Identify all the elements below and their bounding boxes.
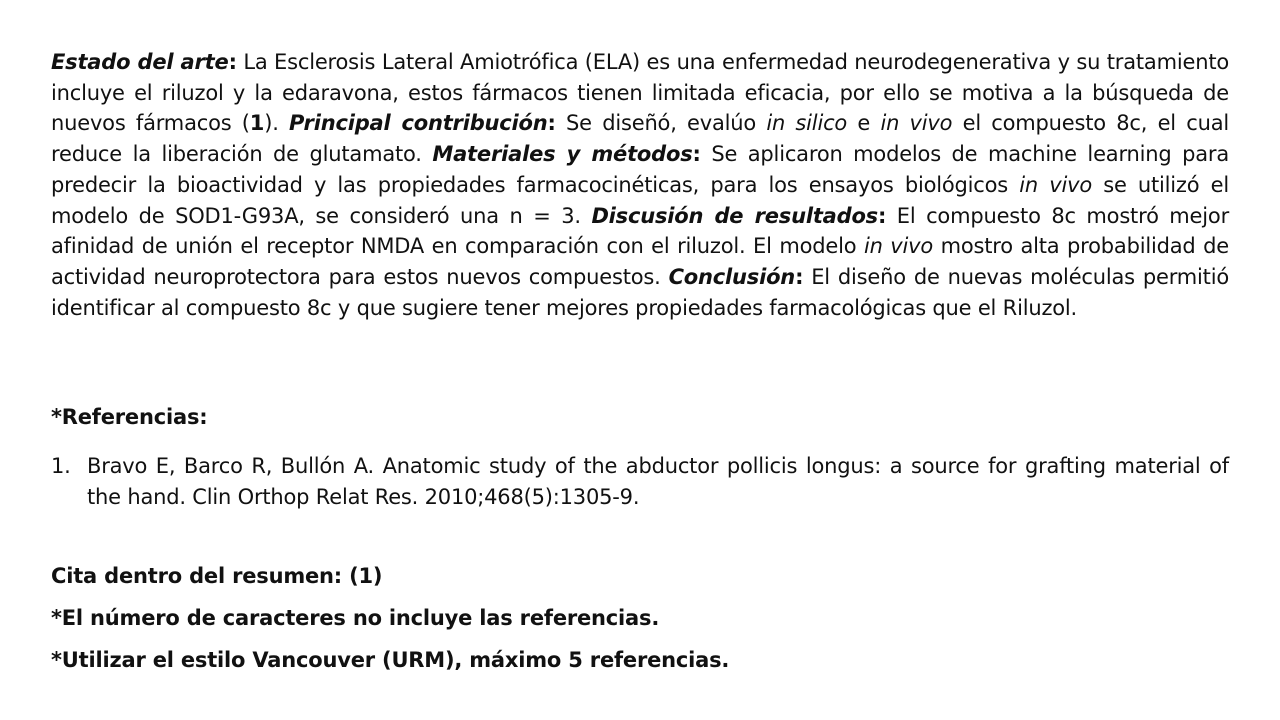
abstract-paragraph — [51, 47, 1229, 323]
contribution-text: Se diseñó, evalúo — [555, 111, 767, 136]
contribution-label: Principal contribución — [289, 111, 548, 136]
discussion-label: Discusión de resultados — [591, 203, 878, 228]
reference-item — [51, 451, 1229, 512]
character-count-note: *El número de caracteres no incluye las referencias. — [51, 606, 660, 630]
references-list — [51, 451, 1229, 512]
conclusion-text: El diseño de nuevas moléculas permitió identificar al compuesto 8c y que sugiere tener mejores propiedades farmacológicas que el Riluzol. — [51, 264, 1229, 320]
discussion-text: mostro alta probabilidad de actividad neuroprotectora para estos nuevos compuestos. — [51, 234, 1229, 289]
state-of-art-text-end: ). — [264, 111, 290, 136]
contribution-text: e — [847, 111, 881, 136]
citation-note: Cita dentro del resumen: (1) — [51, 564, 383, 588]
references-heading: *Referencias: — [51, 405, 208, 429]
contribution-text: el compuesto 8c, el cual reduce la liberación de glutamato. — [51, 111, 1230, 167]
colon: : — [795, 264, 804, 289]
reference-text: Bravo E, Barco R, Bullón A. Anatomic study of the abductor pollicis longus: a source for grafting material of the hand. Clin Orthop Relat Res. 2010;468(5):1305-9. — [87, 454, 1229, 509]
colon: : — [228, 50, 237, 74]
state-of-art-label: Estado del arte — [51, 50, 229, 74]
vancouver-style-note: *Utilizar el estilo Vancouver (URM), máximo 5 referencias. — [51, 648, 730, 672]
reference-number: 1. — [51, 454, 71, 478]
discussion-text: El compuesto 8c mostró mejor afinidad de unión el receptor NMDA en comparación con el riluzol. El modelo — [51, 203, 1229, 259]
methods-label: Materiales y métodos — [432, 142, 693, 167]
in-vivo-term: in vivo — [863, 234, 934, 259]
colon: : — [547, 111, 556, 136]
in-vivo-term: in vivo — [1019, 172, 1092, 197]
colon: : — [692, 142, 701, 167]
in-vivo-term: in vivo — [880, 111, 953, 136]
in-silico-term: in silico — [766, 111, 848, 136]
methods-text: Se aplicaron modelos de machine learning para predecir la bioactividad y las propiedades farmacocinéticas, para los ensayos biológicos — [51, 142, 1229, 197]
citation-number: 1 — [249, 111, 265, 136]
state-of-art-text: La Esclerosis Lateral Amiotrófica (ELA) es una enfermedad neurodegenerativa y su tratamiento incluye el riluzol y la edaravona, estos fármacos tienen limitada eficacia, por ello se motiva a la búsqueda de nuevos fármacos ( — [51, 50, 1229, 136]
colon: : — [878, 203, 887, 228]
document-page — [51, 47, 1230, 672]
methods-text: se utilizó el modelo de SOD1-G93A, se consideró una n = 3. — [51, 172, 1229, 228]
conclusion-label: Conclusión — [668, 264, 796, 289]
